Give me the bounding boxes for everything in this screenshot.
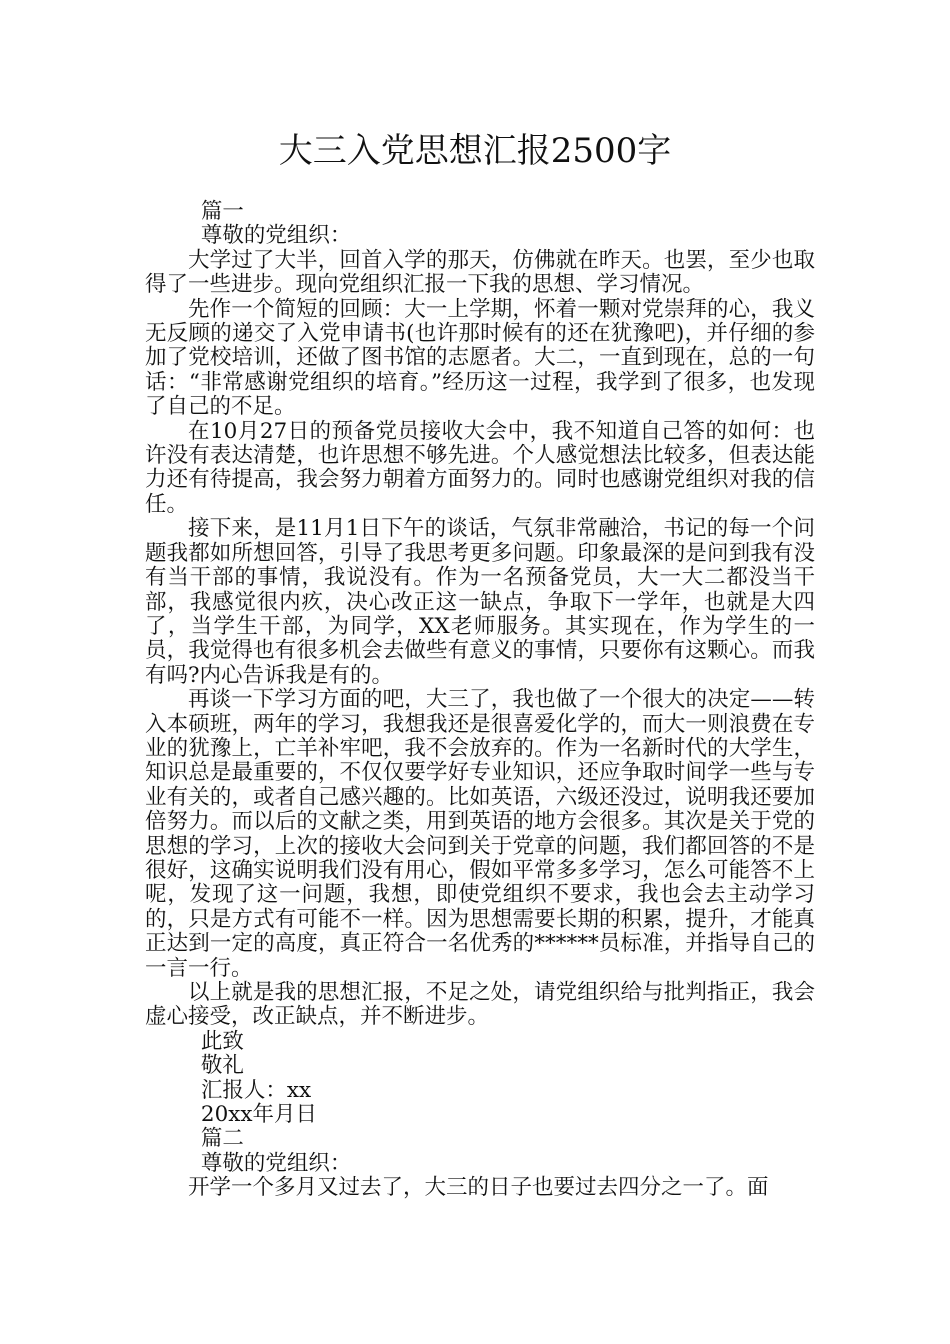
reporter-line: 汇报人：xx xyxy=(200,1077,312,1103)
document-body xyxy=(145,200,815,1201)
body-paragraph: 接下来，是11月1日下午的谈话，气氛非常融洽，书记的每一个问题我都如所想回答，引导了我思考更多问题。印象最深的是问到我有没有当干部的事情，我说没有。作为一名预备党员，大一大二都没当干部，我感觉很内疚，决心改正这一缺点，争取下一学年，也就是大四了，当学生干部，为同学，XX老师服务。其实现在，作为学生的一员，我觉得也有很多机会去做些有意义的事情，只要你有这颗心。而我有吗?内心告诉我是有的。 xyxy=(145,516,815,688)
body-paragraph: 先作一个简短的回顾：大一上学期，怀着一颗对党崇拜的心，我义无反顾的递交了入党申请书(也许那时候有的还在犹豫吧)，并仔细的参加了党校培训，还做了图书馆的志愿者。大二，一直到现在，总的一句话：“非常感谢党组织的培育。”经历这一过程，我学到了很多，也发现了自己的不足。 xyxy=(145,296,815,420)
section-heading-2: 篇二 xyxy=(200,1126,244,1152)
salutation-1: 尊敬的党组织： xyxy=(200,223,352,249)
closing-salute: 敬礼 xyxy=(200,1053,244,1079)
date-line: 20xx年月日 xyxy=(200,1102,317,1128)
salutation-2: 尊敬的党组织： xyxy=(200,1150,352,1176)
document-title: 大三入党思想汇报2500字 xyxy=(278,131,672,171)
body-paragraph: 再谈一下学习方面的吧，大三了，我也做了一个很大的决定——转入本硕班，两年的学习，我想我还是很喜爱化学的，而大一则浪费在专业的犹豫上，亡羊补牢吧，我不会放弃的。作为一名新时代的大学生，知识总是最重要的，不仅仅要学好专业知识，还应争取时间学一些与专业有关的，或者自己感兴趣的。比如英语，六级还没过，说明我还要加倍努力。而以后的文献之类，用到英语的地方会很多。其次是关于党的思想的学习，上次的接收大会问到关于党章的问题，我们都回答的不是很好，这确实说明我们没有用心，假如平常多多学习，怎么可能答不上呢，发现了这一问题，我想，即使党组织不要求，我也会去主动学习的，只是方式有可能不一样。因为思想需要长期的积累，提升，才能真正达到一定的高度，真正符合一名优秀的******员标准，并指导自己的一言一行。 xyxy=(145,687,815,981)
body-paragraph: 开学一个多月又过去了，大三的日子也要过去四分之一了。面 xyxy=(188,1175,769,1201)
body-paragraph: 在10月27日的预备党员接收大会中，我不知道自己答的如何：也许没有表达清楚，也许思想不够先进。个人感觉想法比较多，但表达能力还有待提高，我会努力朝着方面努力的。同时也感谢党组织对我的信任。 xyxy=(145,418,815,517)
closing-line: 此致 xyxy=(200,1028,244,1054)
section-heading-1: 篇一 xyxy=(200,199,244,224)
body-paragraph: 以上就是我的思想汇报，不足之处，请党组织给与批判指正，我会虚心接受，改正缺点，并不断进步。 xyxy=(145,980,815,1030)
body-paragraph: 大学过了大半，回首入学的那天，仿佛就在昨天。也罢，至少也取得了一些进步。现向党组织汇报一下我的思想、学习情况。 xyxy=(145,247,815,298)
